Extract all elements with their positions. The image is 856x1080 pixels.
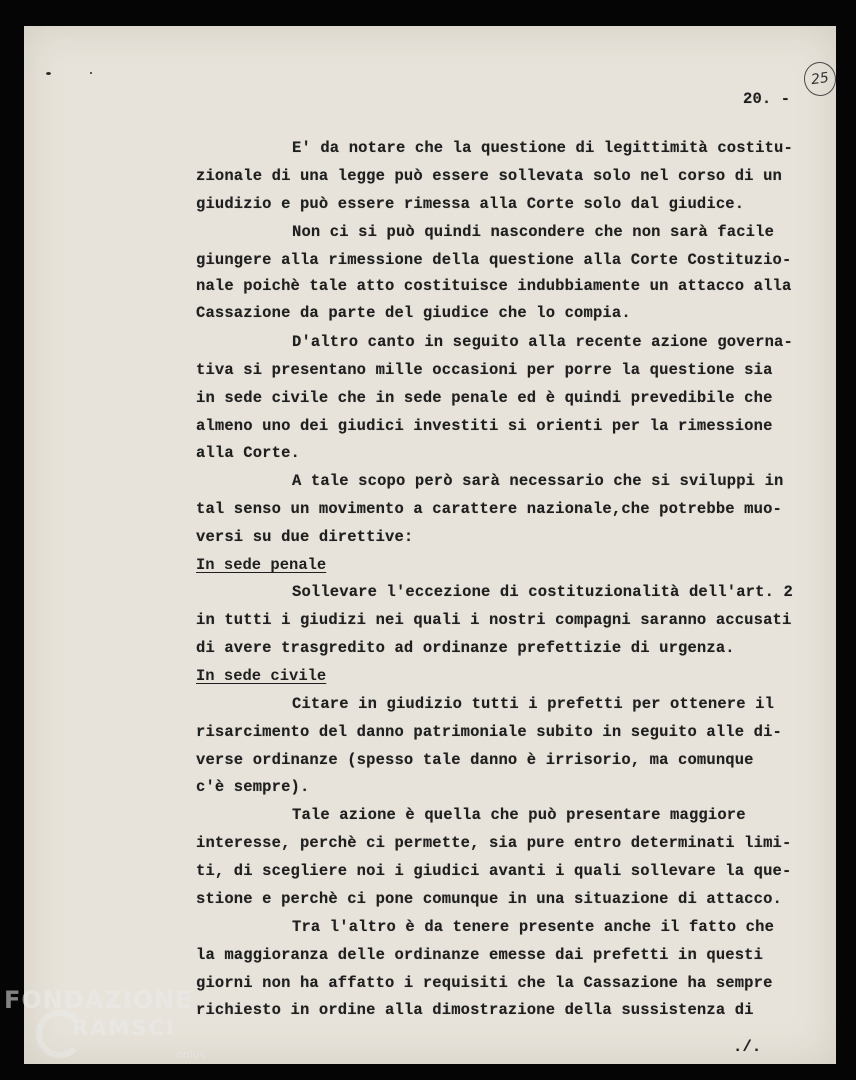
text-line: in sede civile che in sede penale ed è quindi prevedibile che [196,389,773,407]
continuation-mark: ./. [733,1038,762,1056]
text-line: tal senso un movimento a carattere nazionale,che potrebbe muo- [196,500,782,518]
text-line: giungere alla rimessione della questione alla Corte Costituzio- [196,251,792,269]
section-heading-penale: In sede penale [196,556,327,574]
text-line: nale poichè tale atto costituisce indubbiamente un attacco alla [196,277,792,295]
text-line: ti, di scegliere noi i giudici avanti i quali sollevare la que- [196,862,792,880]
text-line: stione e perchè ci pone comunque in una situazione di attacco. [196,890,782,908]
archive-number-stamp: 25 [802,60,838,98]
text-line: zionale di una legge può essere sollevata solo nel corso di un [196,167,782,185]
watermark-onlus: onlus [176,1048,206,1061]
ink-speck [46,72,51,75]
text-line: giudizio e può essere rimessa alla Corte solo dal giudice. [196,195,745,213]
text-line: Non ci si può quindi nascondere che non sarà facile [292,223,775,241]
text-line: Tale azione è quella che può presentare maggiore [292,806,746,824]
watermark-line1: FONDAZIONE [4,986,193,1014]
text-line: alla Corte. [196,444,300,462]
text-line: la maggioranza delle ordinanze emesse dai prefetti in questi [196,946,764,964]
text-line: A tale scopo però sarà necessario che si sviluppi in [292,472,784,490]
text-line: risarcimento del danno patrimoniale subito in seguito alle di- [196,723,782,741]
text-line: interesse, perchè ci permette, sia pure entro determinati limi- [196,834,792,852]
text-line: Sollevare l'eccezione di costituzionalità dell'art. 2 [292,583,793,601]
text-line: Citare in giudizio tutti i prefetti per ottenere il [292,695,775,713]
text-line: Cassazione da parte del giudice che lo compia. [196,304,631,322]
text-line: versi su due direttive: [196,528,414,546]
page-number: 20. - [743,90,791,108]
text-line: D'altro canto in seguito alla recente azione governa- [292,333,793,351]
section-heading-civile: In sede civile [196,667,327,685]
text-line: giorni non ha affatto i requisiti che la Cassazione ha sempre [196,974,773,992]
text-line: verse ordinanze (spesso tale danno è irrisorio, ma comunque [196,751,754,769]
text-line: almeno uno dei giudici investiti si orienti per la rimessione [196,417,773,435]
text-line: tiva si presentano mille occasioni per porre la questione sia [196,361,773,379]
text-line: E' da notare che la questione di legittimità costitu- [292,139,793,157]
watermark-line2: RAMSCI [72,1016,176,1040]
text-line: c'è sempre). [196,778,310,796]
text-line: Tra l'altro è da tenere presente anche il fatto che [292,918,775,936]
text-line: di avere trasgredito ad ordinanze prefettizie di urgenza. [196,639,735,657]
ink-speck [90,72,92,74]
text-line: richiesto in ordine alla dimostrazione della sussistenza di [196,1001,754,1019]
text-line: in tutti i giudizi nei quali i nostri compagni saranno accusati [196,611,792,629]
